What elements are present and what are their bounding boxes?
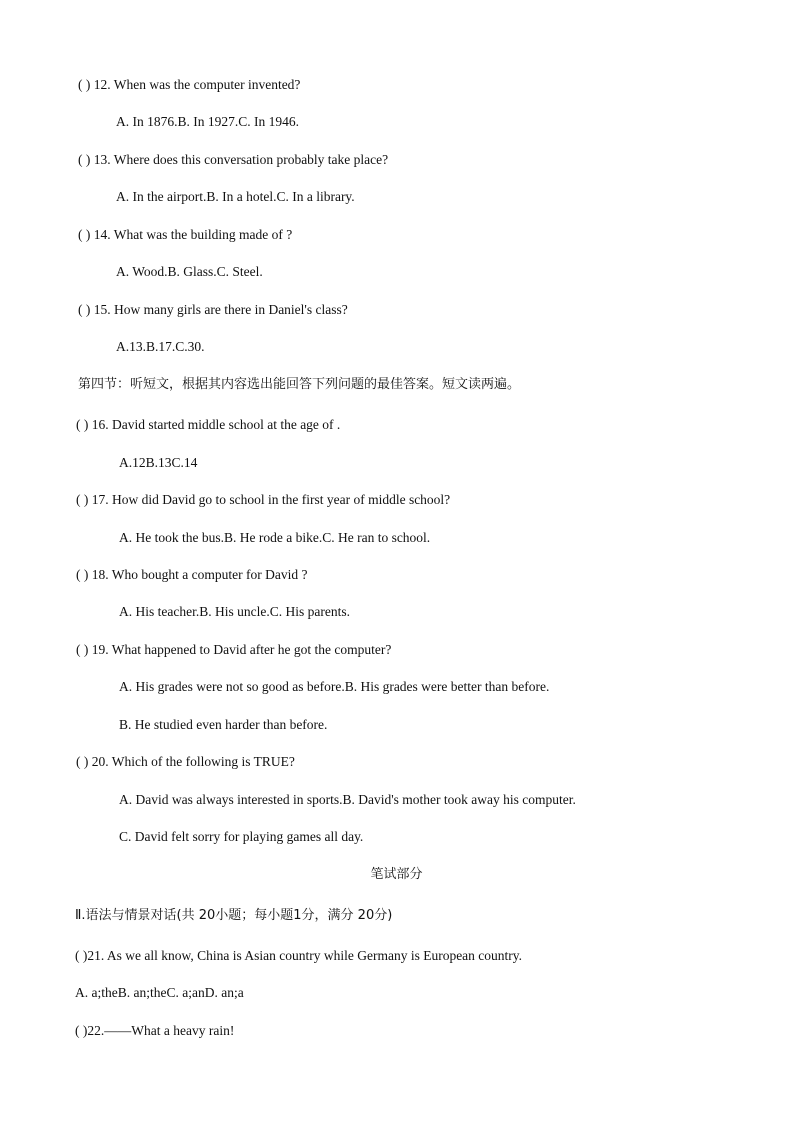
question-12-options: A. In 1876.B. In 1927.C. In 1946. [116, 114, 299, 129]
section-2-heading: Ⅱ.语法与情景对话(共 20小题；每小题1分，满分 20分) [75, 908, 393, 923]
written-part-heading: 笔试部分 [370, 867, 423, 882]
question-13-options: A. In the airport.B. In a hotel.C. In a library. [116, 189, 355, 204]
question-22: ( )22.——What a heavy rain! [75, 1023, 235, 1038]
question-17: ( ) 17. How did David go to school in the first year of middle school? [76, 492, 451, 507]
question-18-options: A. His teacher.B. His uncle.C. His parents. [119, 604, 350, 619]
question-15-options: A.13.B.17.C.30. [116, 339, 205, 354]
question-12: ( ) 12. When was the computer invented? [78, 77, 301, 92]
question-15: ( ) 15. How many girls are there in Daniel's class? [78, 302, 348, 317]
question-18: ( ) 18. Who bought a computer for David ? [76, 567, 308, 582]
question-20: ( ) 20. Which of the following is TRUE? [76, 754, 295, 769]
question-16-options: A.12B.13C.14 [119, 455, 198, 470]
question-21: ( )21. As we all know, China is Asian country while Germany is European country. [75, 948, 523, 963]
question-21-options: A. a;theB. an;theC. a;anD. an;a [75, 985, 244, 1000]
question-13: ( ) 13. Where does this conversation probably take place? [78, 152, 389, 167]
question-19: ( ) 19. What happened to David after he got the computer? [76, 642, 392, 657]
question-20-option-c: C. David felt sorry for playing games all day. [119, 829, 364, 844]
question-17-options: A. He took the bus.B. He rode a bike.C. He ran to school. [119, 530, 431, 545]
question-14-options: A. Wood.B. Glass.C. Steel. [116, 264, 263, 279]
section-4-heading: 第四节：听短文，根据其内容选出能回答下列问题的最佳答案。短文读两遍。 [78, 377, 521, 392]
question-14: ( ) 14. What was the building made of ? [78, 227, 293, 242]
question-19-option-c: B. He studied even harder than before. [119, 717, 328, 732]
question-20-options-ab: A. David was always interested in sports.B. David's mother took away his computer. [119, 792, 576, 807]
question-16: ( ) 16. David started middle school at the age of . [76, 417, 341, 432]
question-19-options-ab: A. His grades were not so good as before.B. His grades were better than before. [119, 679, 550, 694]
